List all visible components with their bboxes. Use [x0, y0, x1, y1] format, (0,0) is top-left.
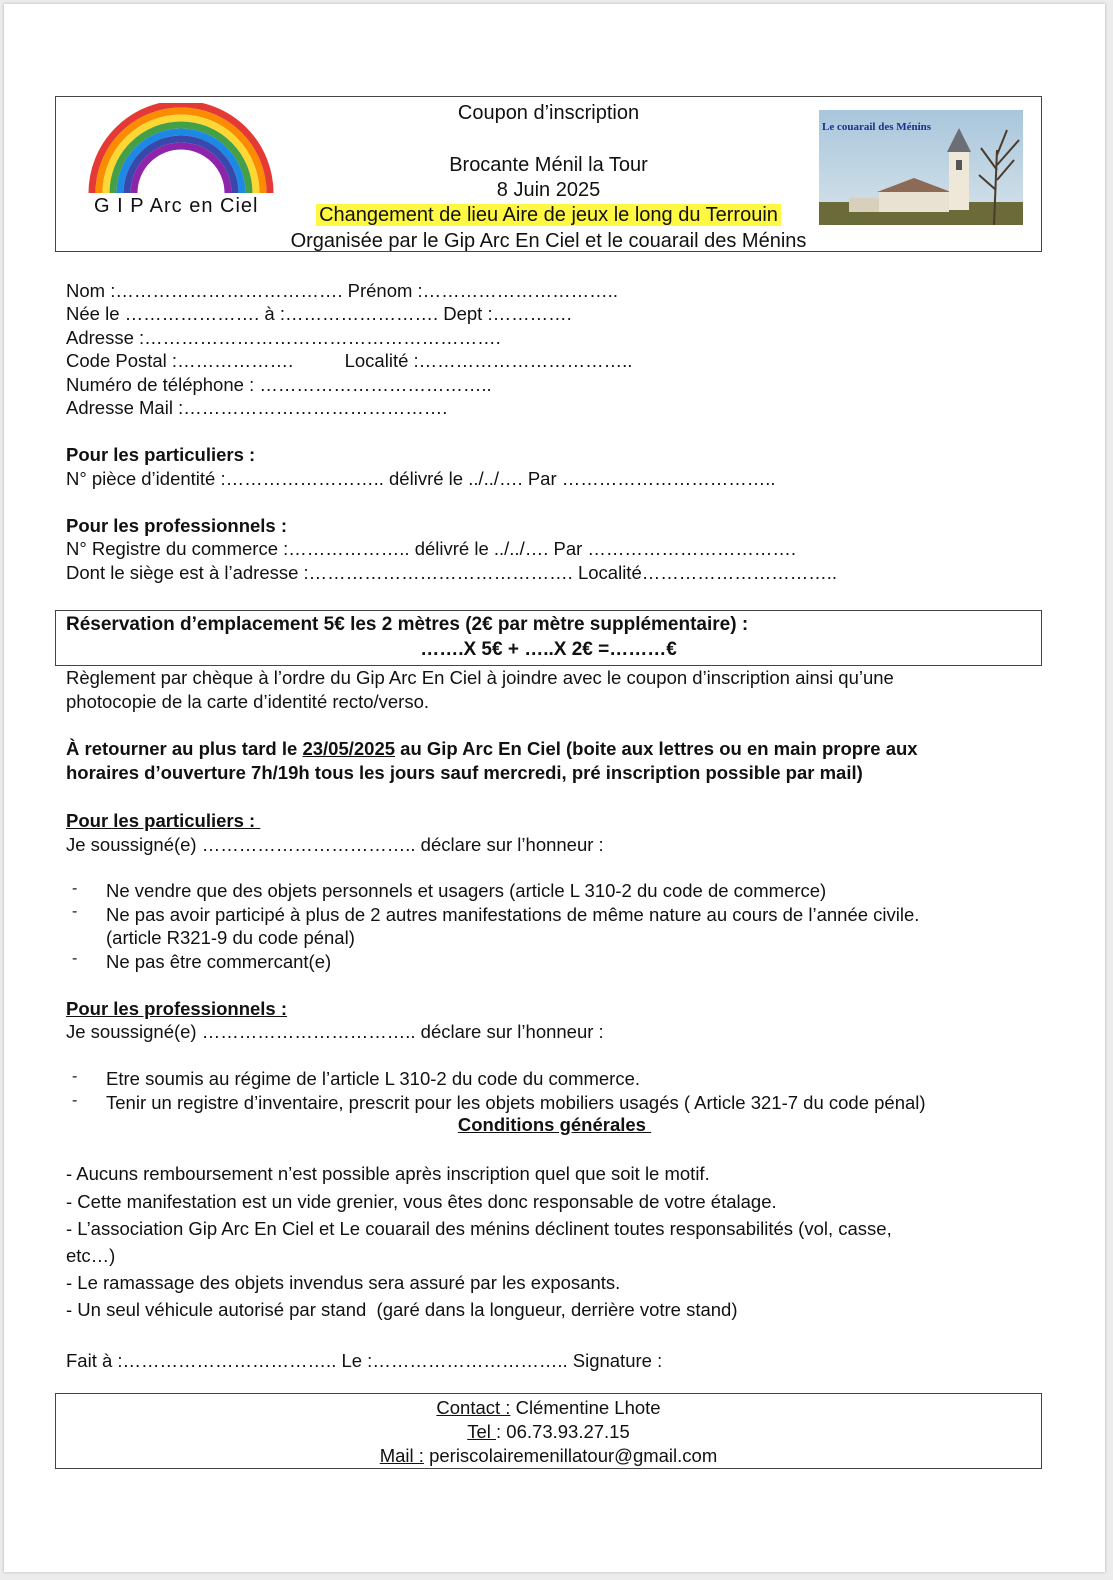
- document-page: [4, 4, 1105, 1572]
- postal-line: Code Postal :………………. Localité :……………………………..: [66, 350, 633, 371]
- return-notice-suffix: au Gip Arc En Ciel (boite aux lettres ou en main propre aux: [395, 738, 918, 759]
- signature-line: Fait à :…………………………….. Le :………………………….. Signature :: [66, 1350, 663, 1371]
- condition-item: - L’association Gip Arc En Ciel et Le couarail des ménins déclinent toutes responsabilités (vol, casse,: [66, 1218, 892, 1239]
- condition-item: - Cette manifestation est un vide grenier, vous êtes donc responsable de votre étalage.: [66, 1191, 777, 1212]
- condition-item: - Aucuns remboursement n’est possible après inscription quel que soit le motif.: [66, 1163, 710, 1184]
- contact-phone-row: [56, 1420, 1041, 1444]
- coupon-title: Coupon d’inscription: [457, 102, 640, 124]
- event-name: Brocante Ménil la Tour: [449, 154, 648, 176]
- bullet-dash: -: [72, 1092, 78, 1109]
- decl-professionnels-heading: Pour les professionnels :: [66, 998, 288, 1019]
- decl-particuliers-item: Ne pas être commercant(e): [106, 951, 332, 972]
- condition-item: - Un seul véhicule autorisé par stand (garé dans la longueur, derrière votre stand): [66, 1299, 738, 1320]
- bullet-dash: -: [72, 1068, 78, 1085]
- bullet-dash: -: [72, 950, 78, 967]
- contact-mail-row: [56, 1444, 1041, 1468]
- decl-particuliers-item: (article R321-9 du code pénal): [106, 927, 355, 948]
- contact-name-row: [56, 1396, 1041, 1420]
- contact-name: Clémentine Lhote: [510, 1397, 661, 1418]
- registry-line: N° Registre du commerce :……………….. délivré le ../../…. Par …………………………….: [66, 538, 797, 559]
- payment-line-2: photocopie de la carte d’identité recto/verso.: [66, 691, 430, 712]
- decl-professionnels-item: Tenir un registre d’inventaire, prescrit pour les objets mobiliers usagés ( Article 321-7 du code pénal): [106, 1092, 926, 1113]
- phone-line: Numéro de téléphone : ………………………………..: [66, 374, 492, 395]
- return-notice-prefix: À retourner au plus tard le: [66, 738, 303, 759]
- bullet-dash: -: [72, 880, 78, 897]
- decl-particuliers-item: Ne vendre que des objets personnels et usagers (article L 310-2 du code de commerce): [106, 880, 827, 901]
- reservation-box: [55, 610, 1042, 666]
- contact-label: Contact :: [436, 1397, 511, 1418]
- decl-professionnels-item: Etre soumis au régime de l’article L 310-2 du code du commerce.: [106, 1068, 641, 1089]
- organizer-line: Organisée par le Gip Arc En Ciel et le couarail des Ménins: [290, 230, 807, 252]
- address-line: Adresse :………………………………………………….: [66, 327, 501, 348]
- tel-label: Tel: [467, 1421, 497, 1442]
- header-box: [55, 96, 1042, 252]
- logo-text: G I P Arc en Ciel: [94, 195, 259, 217]
- reservation-formula: …….X 5€ + …..X 2€ =………€: [420, 639, 677, 660]
- reservation-title: Réservation d’emplacement 5€ les 2 mètres (2€ par mètre supplémentaire) :: [66, 614, 749, 635]
- condition-item: - Le ramassage des objets invendus sera assuré par les exposants.: [66, 1272, 621, 1293]
- contact-email: periscolairemenillatour@gmail.com: [423, 1445, 718, 1466]
- headquarters-line: Dont le siège est à l’adresse :……………………………………. Localité…………………………..: [66, 562, 838, 583]
- return-deadline-date: 23/05/2025: [302, 738, 396, 759]
- birth-line: Née le …………………. à :……………………. Dept :………….: [66, 303, 572, 324]
- decl-particuliers-item: Ne pas avoir participé à plus de 2 autres manifestations de même nature au cours de l’année civile.: [106, 904, 920, 925]
- decl-particuliers-heading: Pour les particuliers :: [66, 810, 261, 831]
- id-card-line: N° pièce d’identité :…………………….. délivré le ../../…. Par ……………………………..: [66, 468, 776, 489]
- professionnels-heading: Pour les professionnels :: [66, 515, 288, 536]
- decl-professionnels-line: Je soussigné(e) …………………………….. déclare sur l’honneur :: [66, 1021, 604, 1042]
- mail-label: Mail :: [379, 1445, 424, 1466]
- particuliers-heading: Pour les particuliers :: [66, 444, 256, 465]
- condition-item: etc…): [66, 1245, 116, 1266]
- decl-particuliers-line: Je soussigné(e) …………………………….. déclare sur l’honneur :: [66, 834, 604, 855]
- payment-line-1: Règlement par chèque à l’ordre du Gip Arc En Ciel à joindre avec le coupon d’inscription ainsi qu’une: [66, 667, 894, 688]
- return-notice-line-1: [66, 737, 918, 761]
- photo-caption: Le couarail des Ménins: [822, 121, 932, 133]
- event-date: 8 Juin 2025: [496, 179, 601, 201]
- contact-box: [55, 1393, 1042, 1469]
- return-notice-line-2: horaires d’ouverture 7h/19h tous les jours sauf mercredi, pré inscription possible par mail): [66, 762, 863, 783]
- location-change-notice: Changement de lieu Aire de jeux le long du Terrouin: [316, 204, 781, 226]
- email-line: Adresse Mail :…………………………………….: [66, 397, 448, 418]
- contact-phone: : 06.73.93.27.15: [496, 1421, 630, 1442]
- name-line: Nom :………………………………. Prénom :…………………………..: [66, 280, 618, 301]
- conditions-heading: Conditions générales: [457, 1114, 652, 1135]
- bullet-dash: -: [72, 903, 78, 920]
